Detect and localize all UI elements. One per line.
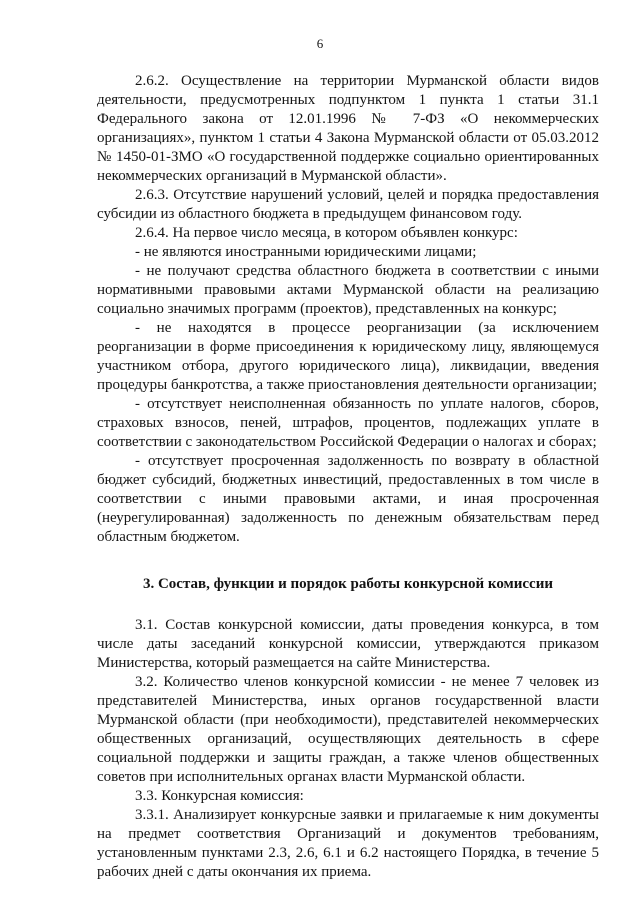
paragraph-3-3: 3.3. Конкурсная комиссия: (135, 788, 304, 804)
paragraph-2-6-2: 2.6.2. Осуществление на территории Мурманской области видов деятельности, предусмотренных подпунктом 1 пункта 1 статьи 31.1 Федерального закона от 12.01.1996 № 7-ФЗ «О некоммерческих организациях», пунктом 1 статьи 4 Закона Мурманской области от 05.03.2012 № 1450-01-ЗМО «О государственной поддержке социально ориентированных некоммерческих организаций в Мурманской области». (97, 73, 599, 184)
document-body (97, 72, 599, 882)
paragraph-debt: - отсутствует просроченная задолженность по возврату в областной бюджет субсидий, бюджетных инвестиций, предоставленных в том числе в соответствии с иными правовыми актами, и иная просроченная (неурегулированная) задолженность по денежным обязательствам перед областным бюджетом. (97, 453, 599, 545)
section-2-paragraphs (97, 72, 599, 547)
paragraph-reorg: - не находятся в процессе реорганизации (за исключением реорганизации в форме присоединения к юридическому лицу, являющемуся участником отбора, другого юридического лица), ликвидации, введения процедуры банкротства, а также приостановления деятельности организации; (97, 320, 599, 393)
paragraph-taxes: - отсутствует неисполненная обязанность по уплате налогов, сборов, страховых взносов, пеней, штрафов, процентов, подлежащих уплате в соответствии с законодательством Российской Федерации о налогах и сборах; (97, 396, 599, 450)
paragraph-3-2: 3.2. Количество членов конкурсной комиссии - не менее 7 человек из представителей Министерства, иных органов государственной власти Мурманской области (при необходимости), представителей некоммерческих общественных организаций, осуществляющих деятельность в сфере социальной поддержки и защиты граждан, а также членов общественных советов при исполнительных органах власти Мурманской области. (97, 674, 599, 785)
paragraph-foreign: - не являются иностранными юридическими лицами; (135, 244, 477, 260)
paragraph-funds: - не получают средства областного бюджета в соответствии с иными нормативными правовыми актами Мурманской области на реализацию социально значимых программ (проектов), представленных на конкурс; (97, 263, 599, 317)
section-3-paragraphs (97, 616, 599, 882)
page-number: 6 (316, 36, 324, 51)
paragraph-3-3-1: 3.3.1. Анализирует конкурсные заявки и прилагаемые к ним документы на предмет соответствия Организаций и документов требованиям, установленным пунктами 2.3, 2.6, 6.1 и 6.2 настоящего Порядка, в течение 5 рабочих дней с даты окончания их приема. (97, 807, 599, 880)
section-heading: 3. Состав, функции и порядок работы конкурсной комиссии (142, 576, 554, 592)
paragraph-2-6-3: 2.6.3. Отсутствие нарушений условий, целей и порядка предоставления субсидии из областного бюджета в предыдущем финансовом году. (97, 187, 599, 222)
paragraph-3-1: 3.1. Состав конкурсной комиссии, даты проведения конкурса, в том числе даты заседаний конкурсной комиссии, утверждаются приказом Министерства, который размещается на сайте Министерства. (97, 617, 599, 671)
paragraph-2-6-4: 2.6.4. На первое число месяца, в котором объявлен конкурс: (135, 225, 518, 241)
